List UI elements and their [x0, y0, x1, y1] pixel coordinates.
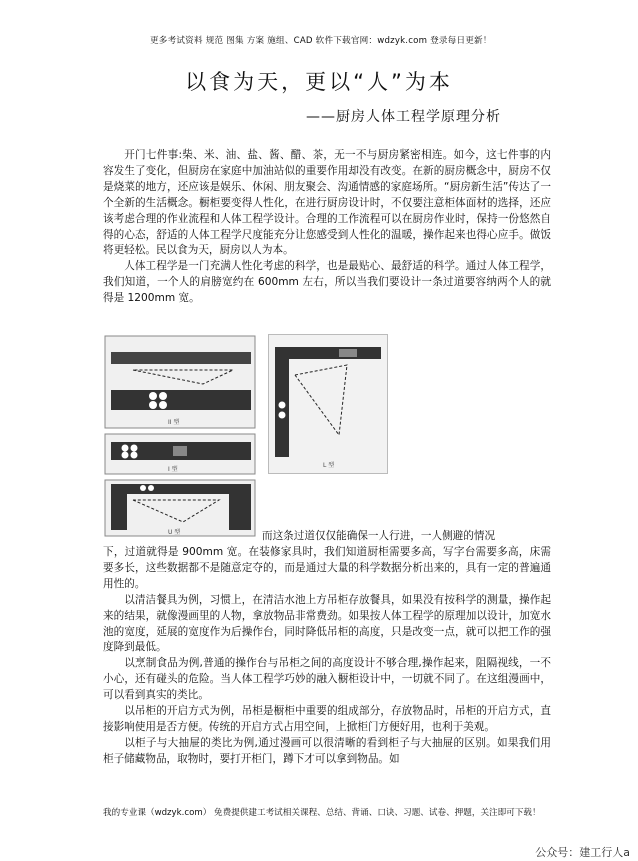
page-footer: 我的专业课（wdzyk.com） 免费提供建工考试相关课程、总结、背诵、口诀、习题、试卷、押题，关注即可下载！: [103, 808, 541, 818]
paragraph: 以吊柜的开启方式为例，吊柜是橱柜中重要的组成部分，存放物品时，吊柜的开启方式，直接影响使用是否方便。传统的开启方式占用空间，上掀柜门方便好用，也利于美观。: [103, 705, 551, 733]
paragraph: 以柜子与大抽屉的类比为例,通过漫画可以很清晰的看到柜子与大抽屉的区别。如果我们用柜子储藏物品，取物时，要打开柜门，蹲下才可以拿到物品。如: [103, 736, 551, 765]
burner: [122, 452, 129, 459]
work-triangle: [295, 365, 347, 435]
site-banner: 更多考试资料 规范 图集 方案 施组、CAD 软件下载官网：wdzyk.com 登录每日更新！: [150, 36, 492, 46]
paragraph: 下，过道就得是 900mm 宽。在装修家具时，我们知道厨柜需要多高，写字台需要多高，床需要多长，这些数据都不是随意定夺的，而是通过大量的科学数据分析出来的，具有一定的普遍通用性的。: [103, 546, 551, 590]
plan-label: II 型: [168, 419, 180, 426]
plan-label: L 型: [323, 462, 335, 469]
burner: [279, 412, 286, 419]
account-watermark: 公众号：建工行人a: [535, 846, 630, 859]
kitchen-layout-diagrams: [103, 334, 261, 539]
paragraph: 开门七件事:柴、米、油、盐、酱、醋、茶，无一不与厨房紧密相连。如今，这七件事的内容发生了变化，但厨房在家庭中加油站似的重要作用却没有改变。在新的厨房概念中，厨房不仅是烧菜的地方，还应该是娱乐、休闲、朋友聚会、沟通情感的家庭场所。“厨房新生活”传达了一个全新的生活概念。橱柜要变得人性化，在进行厨房设计时，不仅要注意柜体面材的选择，还应该考虑合理的作业流程和人体工程学设计。合理的工作流程可以在厨房作业时，保持一份悠然自得的心态，舒适的人体工程学尺度能充分让您感受到人性化的温暖，操作起来也得心应手。做饭将更轻松。民以食为天，厨房以人为本。: [103, 149, 551, 257]
burner: [131, 452, 138, 459]
page-title: 以食为天，更以“人”为本: [185, 70, 453, 94]
burner: [131, 445, 138, 452]
sink: [339, 349, 357, 357]
paragraph: 以烹制食品为例,普通的操作台与吊柜之间的高度设计不够合理,操作起来，阻隔视线，一不小心，还有碰头的危险。当人体工程学巧妙的融入橱柜设计中，一切就不同了。在这组漫画中，可以看到真实的类比。: [103, 657, 551, 702]
burner: [159, 392, 167, 400]
plan-label: I 型: [168, 466, 178, 473]
counter-top: [111, 352, 251, 364]
kitchen-layout-figure: [103, 334, 261, 539]
counter-left: [111, 484, 127, 530]
figure-side-text: 而这条过道仅仅能确保一人行进，一人侧避的情况: [262, 530, 496, 542]
counter-right: [229, 484, 251, 530]
counter-top: [275, 347, 381, 359]
plan-frame: [105, 336, 255, 428]
burner: [149, 401, 157, 409]
burner: [159, 401, 167, 409]
burner: [122, 445, 129, 452]
counter-bottom: [111, 390, 251, 410]
l-kitchen-diagram: [268, 334, 388, 474]
burner: [149, 392, 157, 400]
paragraph: 人体工程学是一门充满人性化考虑的科学，也是最贴心、最舒适的科学。通过人体工程学，我们知道，一个人的肩膀宽约在 600mm 左右，所以当我们要设计一条过道要容纳两个人的就得是 1200mm 宽。: [103, 260, 551, 305]
burner: [140, 485, 146, 491]
article-body-bottom: [103, 545, 551, 768]
paragraph: 以清洁餐具为例，习惯上，在清洁水池上方吊柜存放餐具，如果没有按科学的测量，操作起来的结果，就像漫画里的人物，拿放物品非常费劲。如果按人体工程学的原理加以设计，加宽水池的宽度，延展的宽度作为后操作台，同时降低吊柜的高度，只是改变一点，就可以把工作的强度降到最低。: [103, 593, 551, 654]
page-subtitle: ——厨房人体工程学原理分析: [306, 109, 501, 125]
sink: [173, 446, 187, 456]
burner: [148, 485, 154, 491]
burner: [279, 402, 286, 409]
article-body-top: [103, 148, 551, 307]
l-kitchen-plan: [269, 335, 387, 473]
plan-label: U 型: [168, 529, 181, 536]
